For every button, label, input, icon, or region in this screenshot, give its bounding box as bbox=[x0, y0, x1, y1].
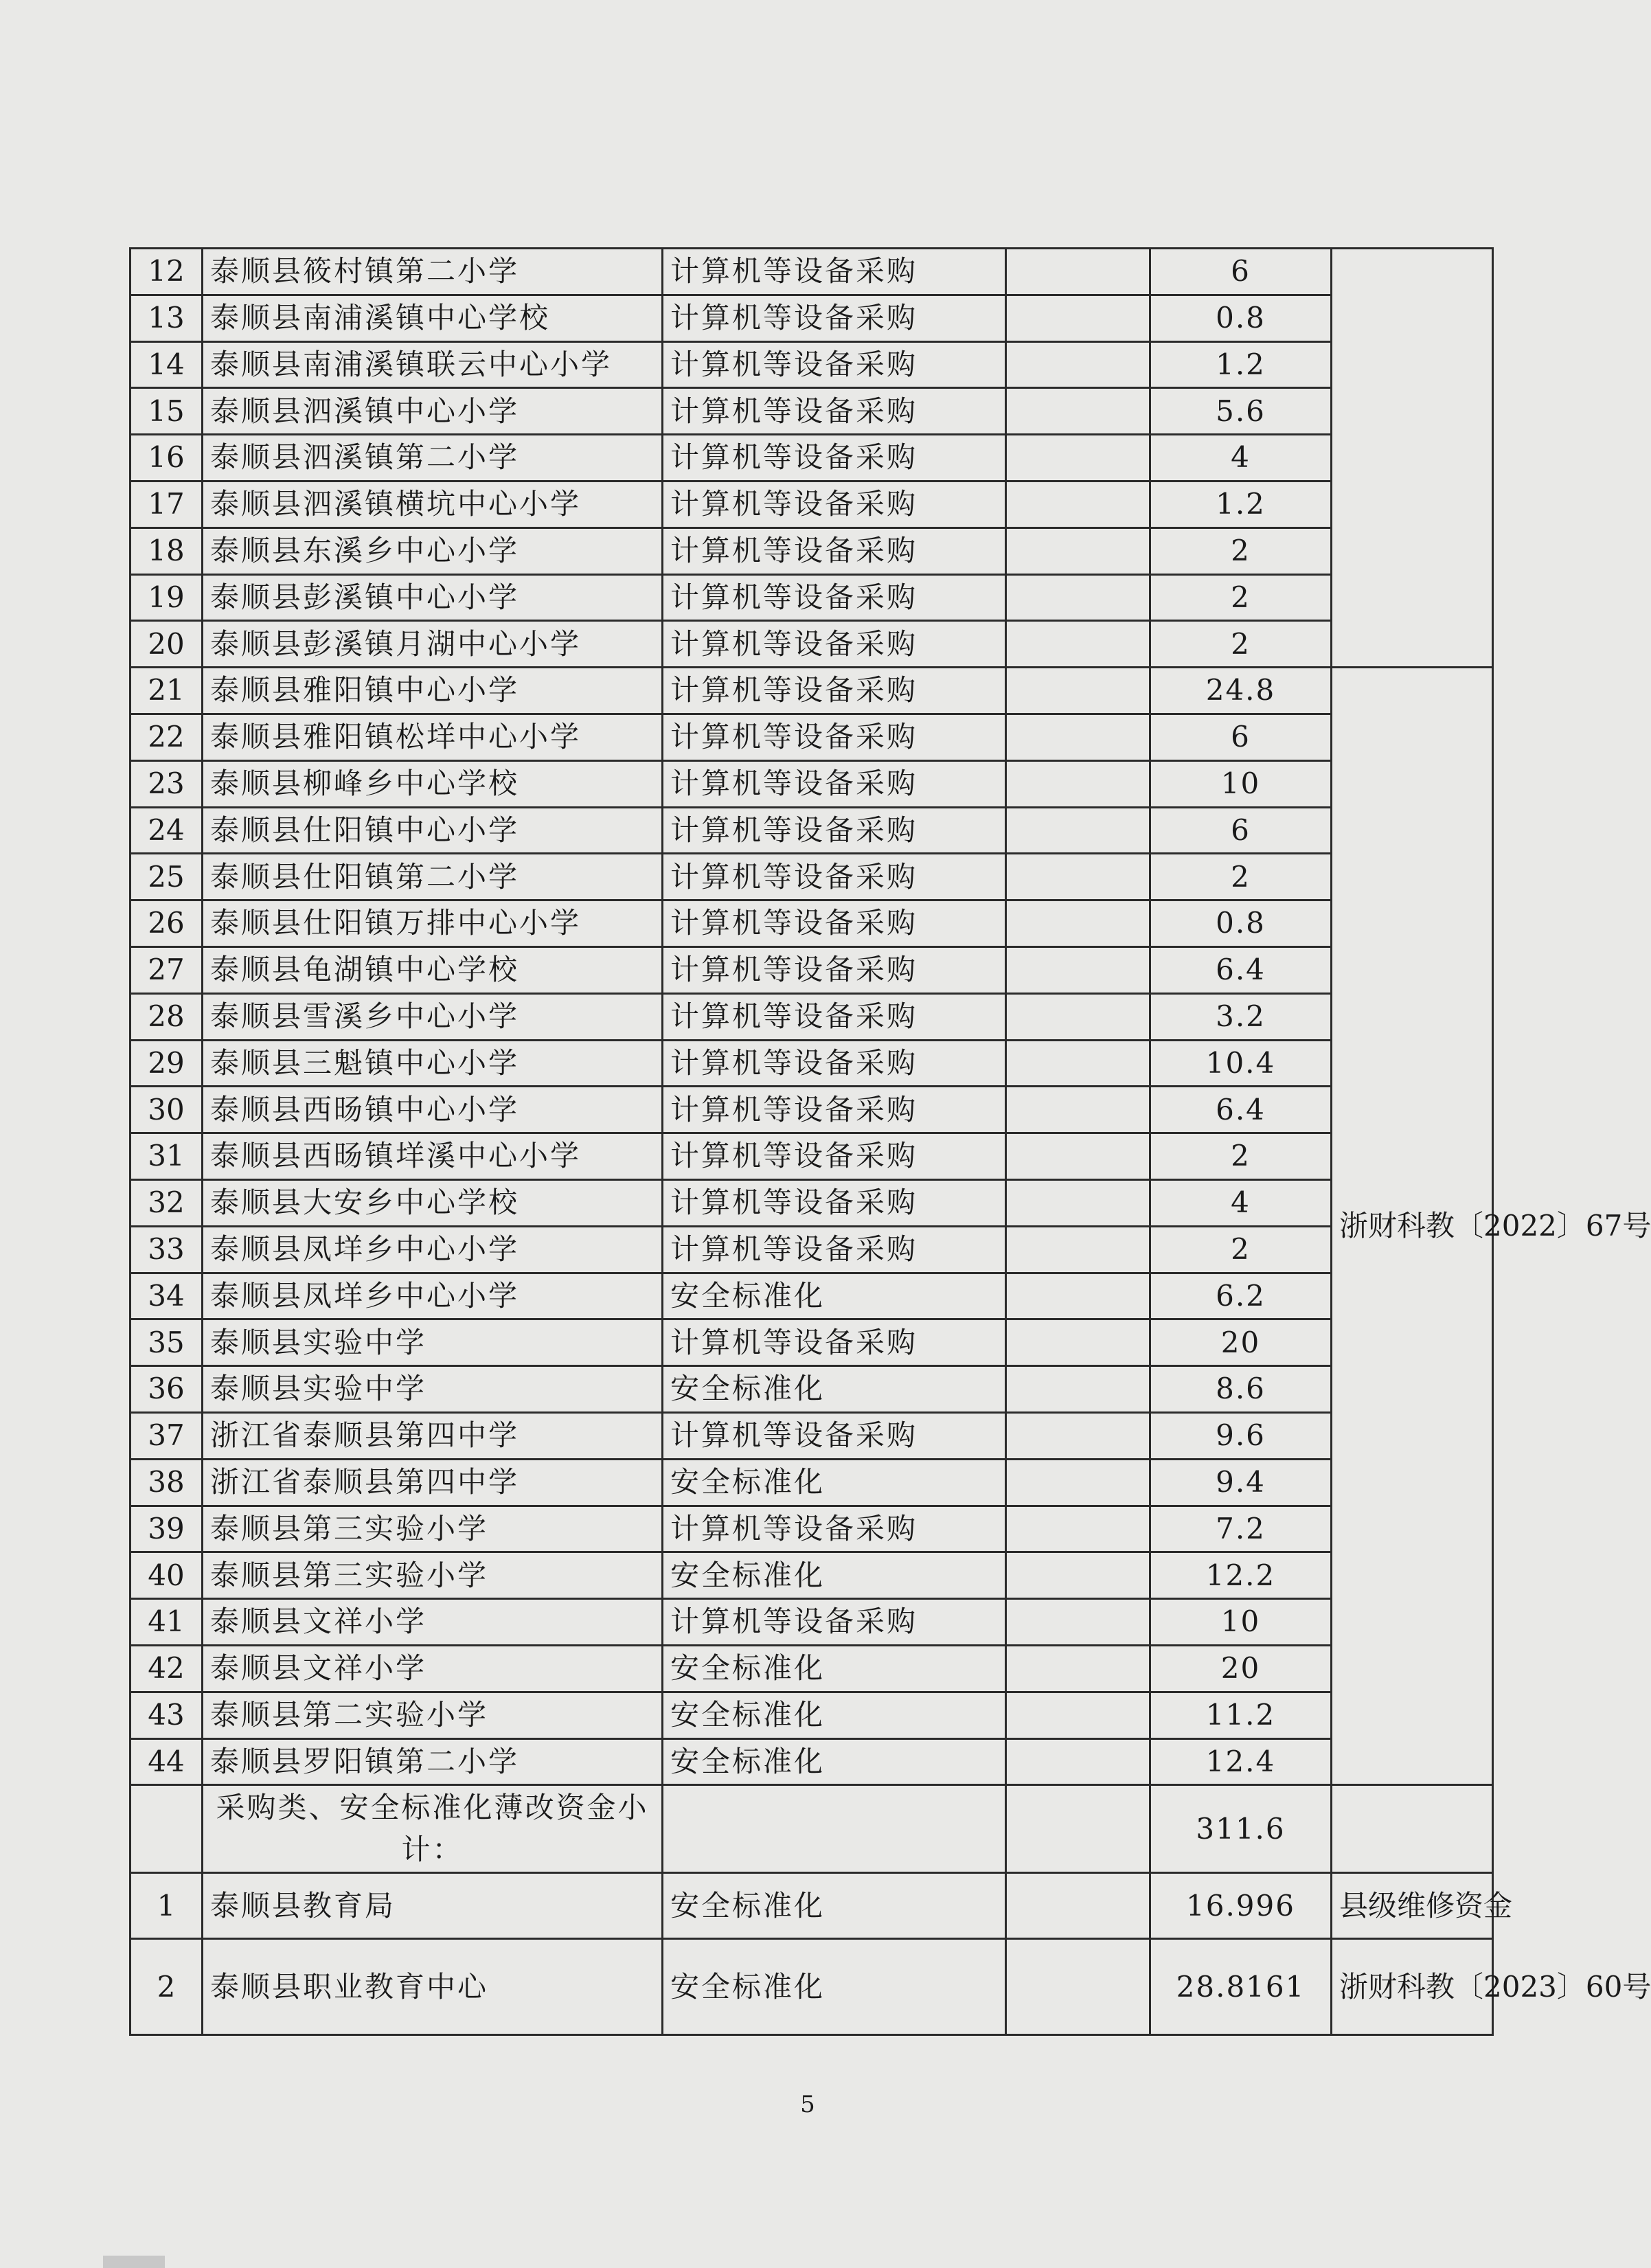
project-type: 计算机等设备采购 bbox=[663, 341, 1006, 388]
blank-cell bbox=[1006, 574, 1150, 621]
amount: 6 bbox=[1150, 249, 1332, 295]
blank-cell bbox=[1006, 1412, 1150, 1459]
blank-cell bbox=[1006, 1692, 1150, 1738]
school-name: 泰顺县凤垟乡中心小学 bbox=[203, 1273, 663, 1319]
school-name: 泰顺县三魁镇中心小学 bbox=[203, 1040, 663, 1087]
row-number: 23 bbox=[130, 760, 203, 807]
row-number: 14 bbox=[130, 341, 203, 388]
project-type: 安全标准化 bbox=[663, 1366, 1006, 1413]
project-type: 安全标准化 bbox=[663, 1939, 1006, 2035]
amount: 16.996 bbox=[1150, 1873, 1332, 1939]
blank-cell bbox=[1006, 1785, 1150, 1873]
blank-cell bbox=[1006, 1319, 1150, 1366]
row-number: 31 bbox=[130, 1133, 203, 1180]
amount: 12.2 bbox=[1150, 1552, 1332, 1599]
row-number: 35 bbox=[130, 1319, 203, 1366]
school-name: 泰顺县柳峰乡中心学校 bbox=[203, 760, 663, 807]
row-number: 26 bbox=[130, 900, 203, 947]
table-row bbox=[130, 1645, 1493, 1692]
project-type: 计算机等设备采购 bbox=[663, 574, 1006, 621]
row-number: 40 bbox=[130, 1552, 203, 1599]
row-number: 36 bbox=[130, 1366, 203, 1413]
school-name: 泰顺县罗阳镇第二小学 bbox=[203, 1738, 663, 1785]
row-number: 28 bbox=[130, 993, 203, 1040]
school-name: 泰顺县彭溪镇月湖中心小学 bbox=[203, 621, 663, 668]
table-row bbox=[130, 435, 1493, 481]
blank-cell bbox=[1006, 900, 1150, 947]
project-type: 计算机等设备采购 bbox=[663, 295, 1006, 341]
project-type: 计算机等设备采购 bbox=[663, 1599, 1006, 1646]
row-number: 17 bbox=[130, 481, 203, 528]
blank-cell bbox=[1332, 1785, 1493, 1873]
table-row bbox=[130, 388, 1493, 435]
amount: 2 bbox=[1150, 1133, 1332, 1180]
row-number: 15 bbox=[130, 388, 203, 435]
table-row bbox=[130, 341, 1493, 388]
table-row bbox=[130, 1939, 1493, 2035]
project-type: 计算机等设备采购 bbox=[663, 807, 1006, 854]
blank-cell bbox=[1006, 946, 1150, 993]
subtotal-row bbox=[130, 1785, 1493, 1873]
school-name: 泰顺县实验中学 bbox=[203, 1366, 663, 1413]
row-number: 43 bbox=[130, 1692, 203, 1738]
table-row bbox=[130, 1226, 1493, 1273]
blank-cell bbox=[1006, 668, 1150, 714]
project-type: 安全标准化 bbox=[663, 1273, 1006, 1319]
amount: 6.4 bbox=[1150, 946, 1332, 993]
table-row bbox=[130, 1273, 1493, 1319]
blank-cell bbox=[1006, 1459, 1150, 1506]
blank-cell bbox=[1006, 807, 1150, 854]
table-row bbox=[130, 946, 1493, 993]
table-row bbox=[130, 295, 1493, 341]
table-row bbox=[130, 1873, 1493, 1939]
school-name: 泰顺县雅阳镇松垟中心小学 bbox=[203, 714, 663, 760]
table-row bbox=[130, 807, 1493, 854]
row-number: 29 bbox=[130, 1040, 203, 1087]
table-row bbox=[130, 481, 1493, 528]
table-row bbox=[130, 1179, 1493, 1226]
row-number: 19 bbox=[130, 574, 203, 621]
row-number: 42 bbox=[130, 1645, 203, 1692]
project-type: 计算机等设备采购 bbox=[663, 1087, 1006, 1133]
amount: 0.8 bbox=[1150, 295, 1332, 341]
amount: 10 bbox=[1150, 1599, 1332, 1646]
amount: 0.8 bbox=[1150, 900, 1332, 947]
project-type: 计算机等设备采购 bbox=[663, 946, 1006, 993]
project-type: 安全标准化 bbox=[663, 1552, 1006, 1599]
school-name: 泰顺县龟湖镇中心学校 bbox=[203, 946, 663, 993]
row-number: 16 bbox=[130, 435, 203, 481]
table-row bbox=[130, 668, 1493, 714]
amount: 2 bbox=[1150, 528, 1332, 574]
blank-cell bbox=[1006, 1273, 1150, 1319]
school-name: 泰顺县文祥小学 bbox=[203, 1645, 663, 1692]
table-row bbox=[130, 621, 1493, 668]
row-number: 27 bbox=[130, 946, 203, 993]
school-name: 泰顺县泗溪镇第二小学 bbox=[203, 435, 663, 481]
amount: 9.4 bbox=[1150, 1459, 1332, 1506]
file-reference: 县级维修资金 bbox=[1332, 1873, 1493, 1939]
amount: 20 bbox=[1150, 1319, 1332, 1366]
subtotal-amount: 311.6 bbox=[1150, 1785, 1332, 1873]
table-row bbox=[130, 1040, 1493, 1087]
table-row bbox=[130, 1319, 1493, 1366]
school-name: 泰顺县仕阳镇第二小学 bbox=[203, 854, 663, 900]
row-number: 22 bbox=[130, 714, 203, 760]
blank-cell bbox=[1006, 1939, 1150, 2035]
project-type: 计算机等设备采购 bbox=[663, 1412, 1006, 1459]
amount: 6 bbox=[1150, 714, 1332, 760]
row-number: 30 bbox=[130, 1087, 203, 1133]
school-name: 泰顺县教育局 bbox=[203, 1873, 663, 1939]
row-number: 1 bbox=[130, 1873, 203, 1939]
project-type: 计算机等设备采购 bbox=[663, 668, 1006, 714]
school-name: 泰顺县西旸镇中心小学 bbox=[203, 1087, 663, 1133]
school-name: 泰顺县雅阳镇中心小学 bbox=[203, 668, 663, 714]
row-number: 37 bbox=[130, 1412, 203, 1459]
amount: 20 bbox=[1150, 1645, 1332, 1692]
table-row bbox=[130, 528, 1493, 574]
blank-cell bbox=[1006, 1552, 1150, 1599]
scan-edge-mark bbox=[103, 2256, 165, 2268]
blank-cell bbox=[1006, 481, 1150, 528]
amount: 1.2 bbox=[1150, 481, 1332, 528]
school-name: 泰顺县西旸镇垟溪中心小学 bbox=[203, 1133, 663, 1180]
blank-cell bbox=[1006, 249, 1150, 295]
row-number-blank bbox=[130, 1785, 203, 1873]
blank-cell bbox=[1006, 854, 1150, 900]
amount: 11.2 bbox=[1150, 1692, 1332, 1738]
school-name: 泰顺县文祥小学 bbox=[203, 1599, 663, 1646]
amount: 2 bbox=[1150, 854, 1332, 900]
blank-cell bbox=[1006, 388, 1150, 435]
blank-cell bbox=[1006, 621, 1150, 668]
blank-cell bbox=[1006, 341, 1150, 388]
row-number: 38 bbox=[130, 1459, 203, 1506]
file-reference-blank bbox=[1332, 249, 1493, 668]
school-name: 泰顺县筱村镇第二小学 bbox=[203, 249, 663, 295]
project-type: 安全标准化 bbox=[663, 1692, 1006, 1738]
project-type: 计算机等设备采购 bbox=[663, 388, 1006, 435]
project-type: 计算机等设备采购 bbox=[663, 714, 1006, 760]
project-type: 计算机等设备采购 bbox=[663, 621, 1006, 668]
amount: 4 bbox=[1150, 1179, 1332, 1226]
row-number: 32 bbox=[130, 1179, 203, 1226]
blank-cell bbox=[1006, 1738, 1150, 1785]
project-type: 计算机等设备采购 bbox=[663, 1040, 1006, 1087]
project-type: 计算机等设备采购 bbox=[663, 760, 1006, 807]
row-number: 20 bbox=[130, 621, 203, 668]
table-row bbox=[130, 1599, 1493, 1646]
amount: 8.6 bbox=[1150, 1366, 1332, 1413]
table-row bbox=[130, 1412, 1493, 1459]
amount: 3.2 bbox=[1150, 993, 1332, 1040]
amount: 9.6 bbox=[1150, 1412, 1332, 1459]
blank-cell bbox=[1006, 1645, 1150, 1692]
table-row bbox=[130, 760, 1493, 807]
school-name: 泰顺县彭溪镇中心小学 bbox=[203, 574, 663, 621]
project-type: 计算机等设备采购 bbox=[663, 481, 1006, 528]
school-name: 泰顺县第三实验小学 bbox=[203, 1506, 663, 1552]
project-type: 计算机等设备采购 bbox=[663, 1179, 1006, 1226]
amount: 2 bbox=[1150, 621, 1332, 668]
amount: 1.2 bbox=[1150, 341, 1332, 388]
school-name: 泰顺县第三实验小学 bbox=[203, 1552, 663, 1599]
project-type: 计算机等设备采购 bbox=[663, 1319, 1006, 1366]
blank-cell bbox=[1006, 1179, 1150, 1226]
amount: 10 bbox=[1150, 760, 1332, 807]
row-number: 33 bbox=[130, 1226, 203, 1273]
amount: 5.6 bbox=[1150, 388, 1332, 435]
project-type: 计算机等设备采购 bbox=[663, 854, 1006, 900]
table-row bbox=[130, 1366, 1493, 1413]
amount: 2 bbox=[1150, 1226, 1332, 1273]
table-row bbox=[130, 1087, 1493, 1133]
table-row bbox=[130, 249, 1493, 295]
blank-cell bbox=[1006, 1366, 1150, 1413]
blank-cell bbox=[1006, 528, 1150, 574]
project-type: 安全标准化 bbox=[663, 1873, 1006, 1939]
blank-cell bbox=[1006, 1133, 1150, 1180]
table-row bbox=[130, 574, 1493, 621]
file-reference: 浙财科教〔2022〕67号 bbox=[1332, 668, 1493, 1785]
table-row bbox=[130, 854, 1493, 900]
blank-cell bbox=[1006, 1087, 1150, 1133]
school-name: 泰顺县南浦溪镇中心学校 bbox=[203, 295, 663, 341]
table-row bbox=[130, 1552, 1493, 1599]
row-number: 2 bbox=[130, 1939, 203, 2035]
blank-cell bbox=[1006, 1226, 1150, 1273]
blank-cell bbox=[1006, 295, 1150, 341]
project-type: 计算机等设备采购 bbox=[663, 1133, 1006, 1180]
row-number: 41 bbox=[130, 1599, 203, 1646]
project-type: 计算机等设备采购 bbox=[663, 528, 1006, 574]
project-type: 计算机等设备采购 bbox=[663, 249, 1006, 295]
amount: 6.4 bbox=[1150, 1087, 1332, 1133]
table-row bbox=[130, 900, 1493, 947]
blank-cell bbox=[1006, 435, 1150, 481]
row-number: 21 bbox=[130, 668, 203, 714]
school-name: 泰顺县仕阳镇中心小学 bbox=[203, 807, 663, 854]
row-number: 24 bbox=[130, 807, 203, 854]
row-number: 39 bbox=[130, 1506, 203, 1552]
blank-cell bbox=[663, 1785, 1006, 1873]
project-type: 安全标准化 bbox=[663, 1645, 1006, 1692]
school-name: 泰顺县泗溪镇横坑中心小学 bbox=[203, 481, 663, 528]
row-number: 44 bbox=[130, 1738, 203, 1785]
row-number: 25 bbox=[130, 854, 203, 900]
table-row bbox=[130, 1692, 1493, 1738]
row-number: 18 bbox=[130, 528, 203, 574]
school-name: 泰顺县南浦溪镇联云中心小学 bbox=[203, 341, 663, 388]
school-name: 泰顺县实验中学 bbox=[203, 1319, 663, 1366]
table-row bbox=[130, 1133, 1493, 1180]
blank-cell bbox=[1006, 1040, 1150, 1087]
blank-cell bbox=[1006, 714, 1150, 760]
school-name: 泰顺县仕阳镇万排中心小学 bbox=[203, 900, 663, 947]
project-type: 计算机等设备采购 bbox=[663, 1226, 1006, 1273]
amount: 24.8 bbox=[1150, 668, 1332, 714]
amount: 6 bbox=[1150, 807, 1332, 854]
school-name: 泰顺县凤垟乡中心小学 bbox=[203, 1226, 663, 1273]
project-type: 安全标准化 bbox=[663, 1738, 1006, 1785]
blank-cell bbox=[1006, 993, 1150, 1040]
amount: 4 bbox=[1150, 435, 1332, 481]
school-name: 泰顺县大安乡中心学校 bbox=[203, 1179, 663, 1226]
blank-cell bbox=[1006, 1873, 1150, 1939]
table-row bbox=[130, 993, 1493, 1040]
subtotal-label: 采购类、安全标准化薄改资金小计： bbox=[203, 1785, 663, 1873]
school-name: 泰顺县雪溪乡中心小学 bbox=[203, 993, 663, 1040]
school-name: 浙江省泰顺县第四中学 bbox=[203, 1412, 663, 1459]
amount: 7.2 bbox=[1150, 1506, 1332, 1552]
file-reference: 浙财科教〔2023〕60号 bbox=[1332, 1939, 1493, 2035]
amount: 6.2 bbox=[1150, 1273, 1332, 1319]
blank-cell bbox=[1006, 760, 1150, 807]
page-number: 5 bbox=[800, 2091, 815, 2118]
amount: 10.4 bbox=[1150, 1040, 1332, 1087]
table-row bbox=[130, 1459, 1493, 1506]
project-type: 计算机等设备采购 bbox=[663, 900, 1006, 947]
table-row bbox=[130, 1738, 1493, 1785]
row-number: 12 bbox=[130, 249, 203, 295]
school-name: 泰顺县第二实验小学 bbox=[203, 1692, 663, 1738]
amount: 2 bbox=[1150, 574, 1332, 621]
amount: 12.4 bbox=[1150, 1738, 1332, 1785]
project-type: 安全标准化 bbox=[663, 1459, 1006, 1506]
row-number: 34 bbox=[130, 1273, 203, 1319]
school-name: 泰顺县泗溪镇中心小学 bbox=[203, 388, 663, 435]
funding-allocation-table bbox=[129, 247, 1651, 2036]
blank-cell bbox=[1006, 1599, 1150, 1646]
table-row bbox=[130, 1506, 1493, 1552]
blank-cell bbox=[1006, 1506, 1150, 1552]
row-number: 13 bbox=[130, 295, 203, 341]
school-name: 泰顺县职业教育中心 bbox=[203, 1939, 663, 2035]
amount: 28.8161 bbox=[1150, 1939, 1332, 2035]
project-type: 计算机等设备采购 bbox=[663, 993, 1006, 1040]
project-type: 计算机等设备采购 bbox=[663, 435, 1006, 481]
school-name: 泰顺县东溪乡中心小学 bbox=[203, 528, 663, 574]
table-row bbox=[130, 714, 1493, 760]
school-name: 浙江省泰顺县第四中学 bbox=[203, 1459, 663, 1506]
project-type: 计算机等设备采购 bbox=[663, 1506, 1006, 1552]
